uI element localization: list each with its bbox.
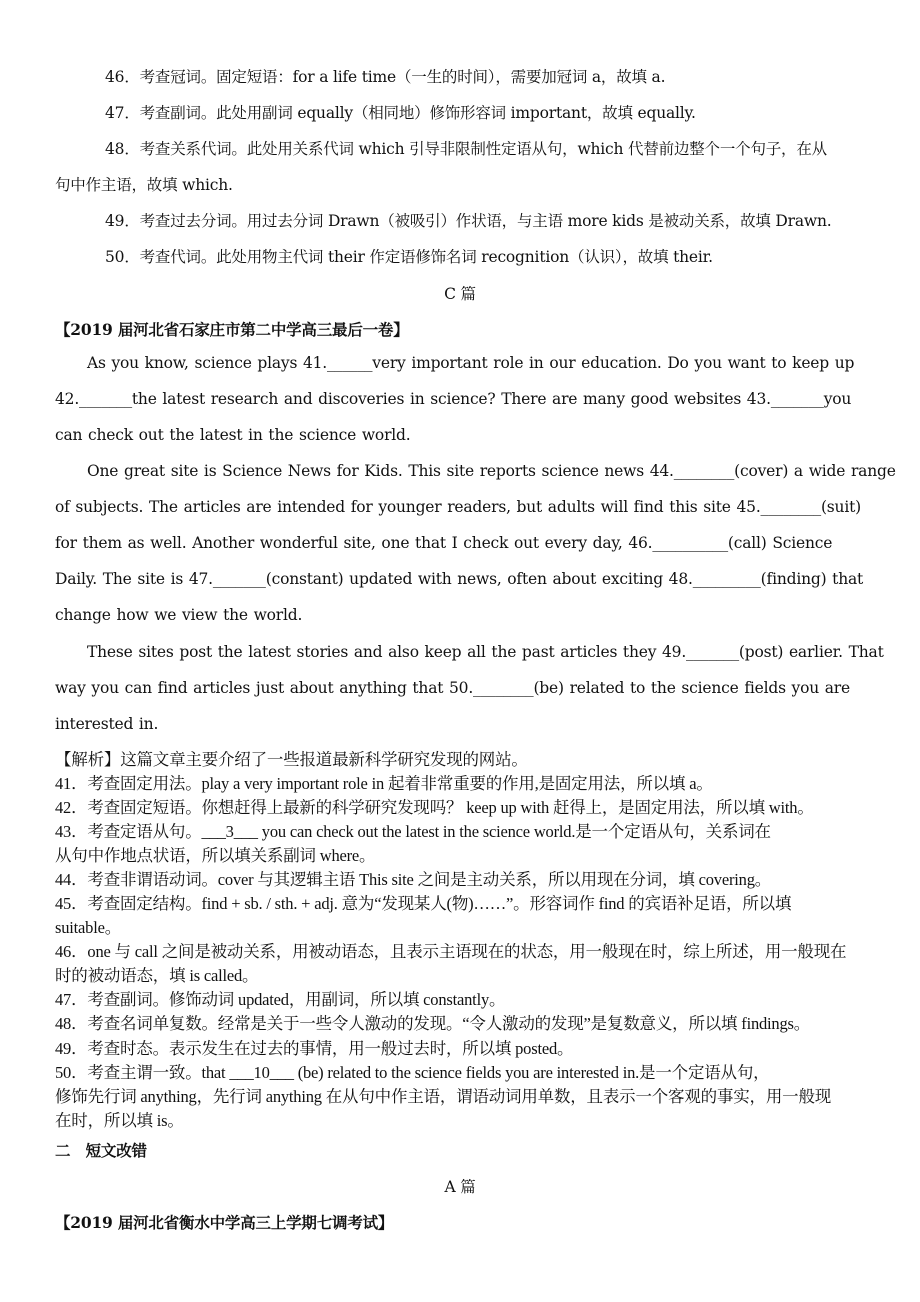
- passage-line: for them as well. Another wonderful site, one that I check out every day, 46.__________(call) Science: [55, 534, 833, 552]
- analysis-line: 47．考查副词。修饰动词 updated，用副词，所以填 constantly。: [55, 990, 506, 1009]
- passage-line: As you know, science plays 41.______very important role in our education. Do you want to keep up: [87, 354, 855, 372]
- analysis-line: 41．考查固定用法。play a very important role in 起着非常重要的作用,是固定用法，所以填 a。: [55, 774, 713, 793]
- passage-line: One great site is Science News for Kids. This site reports science news 44.________(cover) a wide range: [87, 462, 896, 480]
- source-a: 【2019 届河北省衡水中学高三上学期七调考试】: [55, 1213, 394, 1232]
- analysis-line: 44．考查非谓语动词。cover 与其逻辑主语 This site 之间是主动关系，所以用现在分词，填 covering。: [55, 870, 772, 889]
- analysis-line: 从句中作地点状语，所以填关系副词 where。: [55, 846, 376, 865]
- passage-line: can check out the latest in the science world.: [55, 426, 411, 444]
- analysis-line: 50．考查主谓一致。that ___10___ (be) related to the science fields you are interested in.是一个定语从句，: [55, 1063, 770, 1082]
- analysis-line: 45．考查固定结构。find + sb. / sth. + adj. 意为“发现某人(物)……”。形容词作 find 的宾语补足语，所以填: [55, 894, 792, 913]
- analysis-line: 修饰先行词 anything，先行词 anything 在从句中作主语，谓语动词用单数，且表示一个客观的事实，用一般现: [55, 1087, 832, 1106]
- passage-line: of subjects. The articles are intended for younger readers, but adults will find this site 45.________(suit): [55, 498, 861, 516]
- passage-line: way you can find articles just about anything that 50.________(be) related to the science fields you are: [55, 679, 850, 697]
- answer-48: 48．考查关系代词。此处用关系代词 which 引导非限制性定语从句，which 代替前边整个一个句子，在从: [105, 140, 827, 158]
- analysis-line: 【解析】这篇文章主要介绍了一些报道最新科学研究发现的网站。: [55, 750, 528, 769]
- analysis-line: suitable。: [55, 918, 122, 937]
- section-c-title: C 篇: [444, 285, 476, 303]
- analysis-line: 时的被动语态，填 is called。: [55, 966, 259, 985]
- answer-50: 50．考查代词。此处用物主代词 their 作定语修饰名词 recognition（认识），故填 their.: [105, 248, 713, 266]
- answer-49: 49．考查过去分词。用过去分词 Drawn（被吸引）作状语，与主语 more kids 是被动关系，故填 Drawn.: [105, 212, 832, 230]
- passage-line: interested in.: [55, 715, 159, 733]
- analysis-line: 49．考查时态。表示发生在过去的事情，用一般过去时，所以填 posted。: [55, 1039, 574, 1058]
- analysis-line: 48．考查名词单复数。经常是关于一些令人激动的发现。“令人激动的发现”是复数意义，所以填 findings。: [55, 1014, 811, 1033]
- source-c: 【2019 届河北省石家庄市第二中学高三最后一卷】: [55, 320, 409, 339]
- answer-47: 47．考查副词。此处用副词 equally（相同地）修饰形容词 important，故填 equally.: [105, 104, 696, 122]
- analysis-line: 在时，所以填 is。: [55, 1111, 184, 1130]
- analysis-line: 46．one 与 call 之间是被动关系，用被动语态，且表示主语现在的状态，用一般现在时，综上所述，用一般现在: [55, 942, 847, 961]
- passage-line: Daily. The site is 47._______(constant) updated with news, often about exciting 48._________(finding) that: [55, 570, 864, 588]
- part-two-heading: 二 短文改错: [55, 1141, 147, 1160]
- passage-line: 42._______the latest research and discoveries in science? There are many good websites 43._______you: [55, 390, 852, 408]
- section-a-title: A 篇: [444, 1178, 476, 1196]
- passage-line: These sites post the latest stories and also keep all the past articles they 49._______(post) earlier. That: [87, 643, 884, 661]
- answer-46: 46．考查冠词。固定短语：for a life time（一生的时间），需要加冠词 a，故填 a.: [105, 68, 666, 86]
- analysis-line: 42．考查固定短语。你想赶得上最新的科学研究发现吗？ keep up with 赶得上，是固定用法，所以填 with。: [55, 798, 814, 817]
- passage-line: change how we view the world.: [55, 606, 303, 624]
- answer-48-cont: 句中作主语，故填 which.: [55, 176, 233, 194]
- analysis-line: 43．考查定语从句。___3___ you can check out the latest in the science world.是一个定语从句，关系词在: [55, 822, 771, 841]
